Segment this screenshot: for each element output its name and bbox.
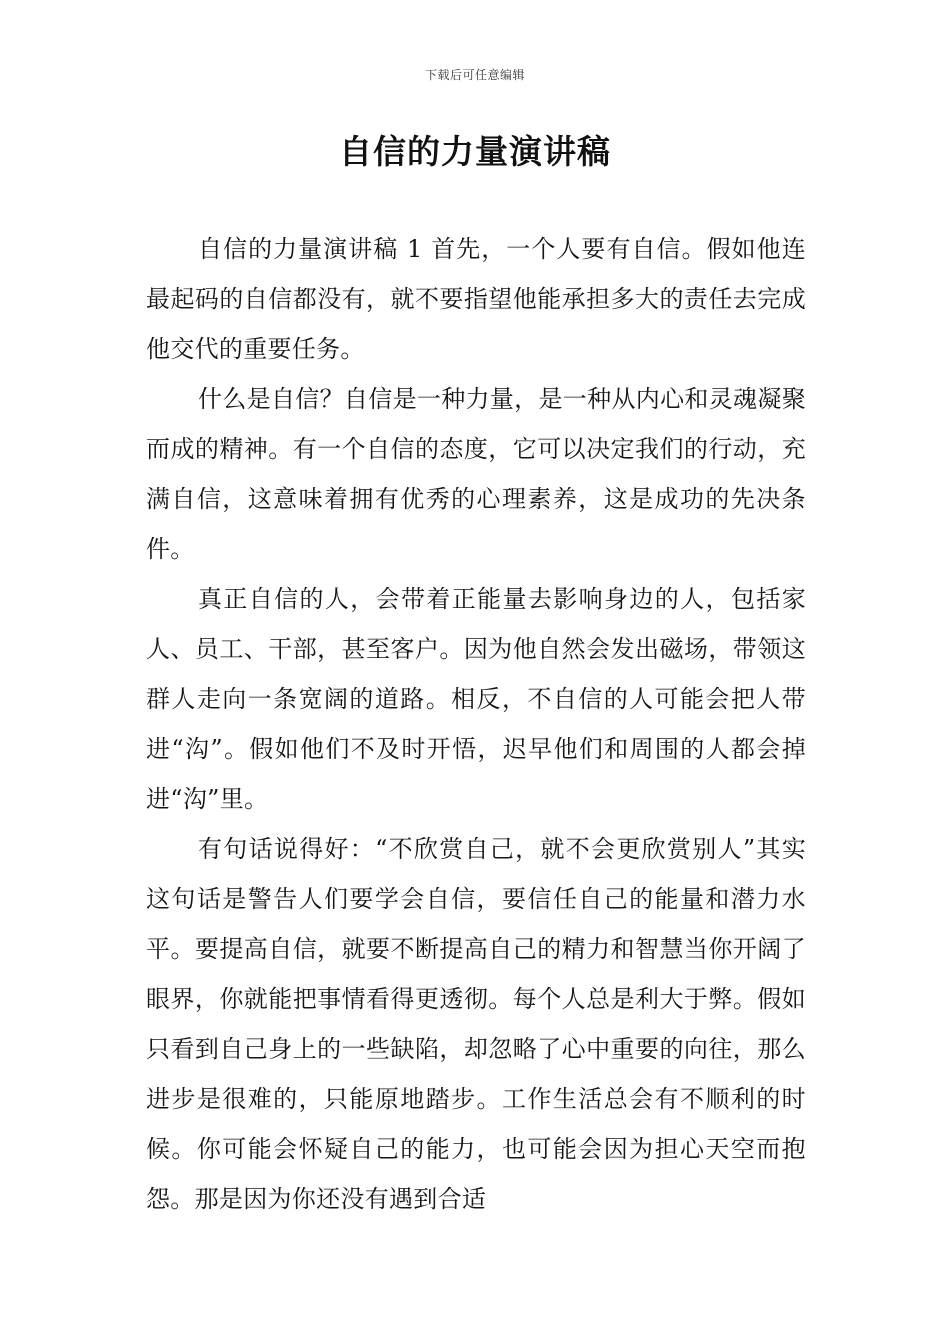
paragraph-4: 有句话说得好：“不欣赏自己，就不会更欣赏别人”其实这句话是警告人们要学会自信，要信任自己的能量和潜力水平。要提高自信，就要不断提高自己的精力和智慧当你开阔了眼界，你就能把事情看得更透彻。每个人总是利大于弊。假如只看到自己身上的一些缺陷，却忽略了心中重要的向往，那么进步是很难的，只能原地踏步。工作生活总会有不顺利的时候。你可能会怀疑自己的能力，也可能会因为担心天空而抱怨。那是因为你还没有遇到合适: [146, 835, 806, 1213]
paragraph-2: 什么是自信？自信是一种力量，是一种从内心和灵魂凝聚而成的精神。有一个自信的态度，它可以决定我们的行动，充满自信，这意味着拥有优秀的心理素养，这是成功的先决条件。: [146, 385, 806, 563]
paragraph-1: 自信的力量演讲稿 1 首先，一个人要有自信。假如他连最起码的自信都没有，就不要指望他能承担多大的责任去完成他交代的重要任务。: [146, 235, 806, 363]
paragraph-3: 真正自信的人，会带着正能量去影响身边的人，包括家人、员工、干部，甚至客户。因为他自然会发出磁场，带领这群人走向一条宽阔的道路。相反，不自信的人可能会把人带进“沟”。假如他们不及时开悟，迟早他们和周围的人都会掉进“沟”里。: [146, 585, 806, 813]
header-note: 下载后可任意编辑: [424, 68, 525, 82]
document-body: [146, 224, 806, 1224]
document-title: 自信的力量演讲稿: [339, 132, 611, 171]
